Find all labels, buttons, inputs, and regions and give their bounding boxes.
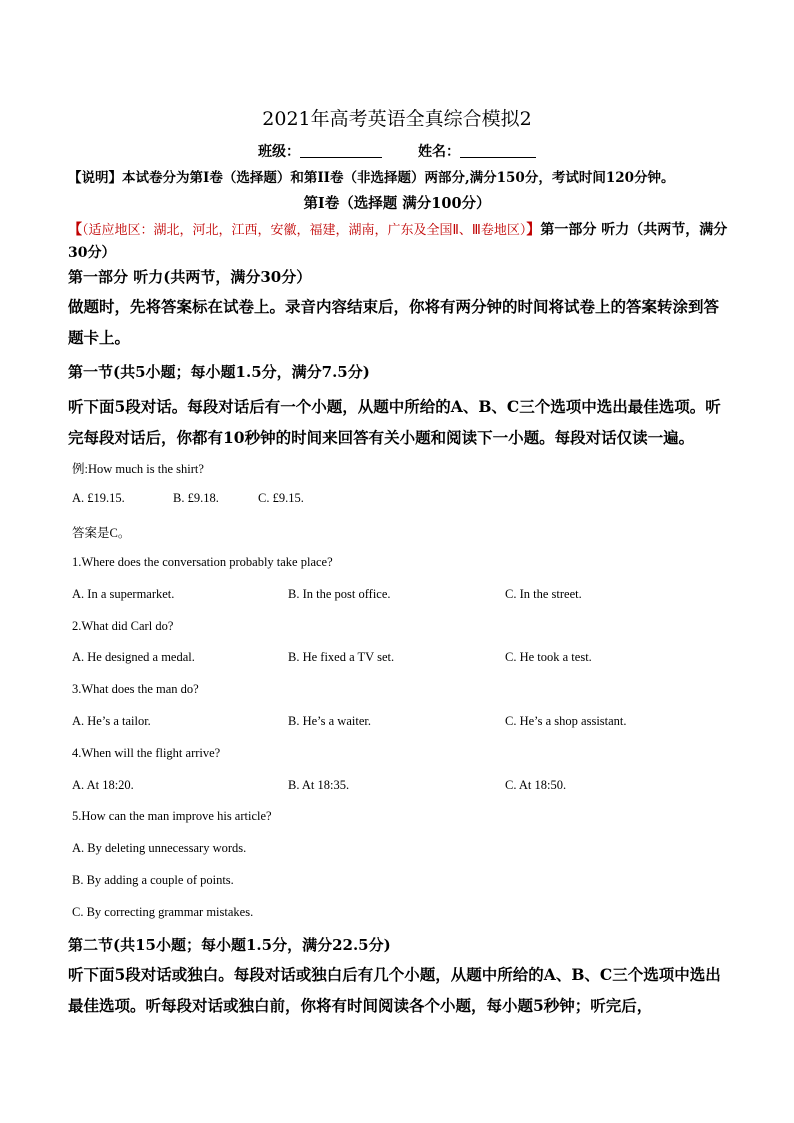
section2-heading: 第二节(共15小题；每小题1.5分，满分22.5分) — [68, 936, 391, 954]
page-title: 2021年高考英语全真综合模拟2 — [262, 108, 532, 130]
question-4: 4.When will the flight arrive? — [72, 746, 221, 760]
question-3-option-a: A. He’s a tailor. — [72, 714, 151, 728]
example-option-c: C. £9.15. — [258, 491, 304, 505]
question-1-option-c: C. In the street. — [505, 587, 582, 601]
question-5-option-b: B. By adding a couple of points. — [72, 873, 234, 887]
part1-instruction: 做题时，先将答案标在试卷上。录音内容结束后，你将有两分钟的时间将试卷上的答案转涂到答题卡上。 — [68, 297, 720, 347]
question-1-option-a: A. In a supermarket. — [72, 587, 175, 601]
name-label: 姓名： — [418, 144, 460, 160]
question-2: 2.What did Carl do? — [72, 619, 174, 633]
question-1: 1.Where does the conversation probably take place? — [72, 555, 333, 569]
question-5: 5.How can the man improve his article? — [72, 809, 272, 823]
example-option-a: A. £19.15. — [72, 491, 125, 505]
section1-instruction: 听下面5段对话。每段对话后有一个小题，从题中所给的A、B、C三个选项中选出最佳选项。听完每段对话后，你都有10秒钟的时间来回答有关小题和阅读下一小题。每段对话仅读一遍。 — [68, 397, 721, 447]
region-tail: 第一部分 听力（共两节，满分30分） — [68, 222, 728, 261]
volume1-heading: 第I卷（选择题 满分100分） — [303, 195, 491, 212]
question-4-option-c: C. At 18:50. — [505, 778, 567, 792]
exam-notice: 【说明】本试卷分为第I卷（选择题）和第II卷（非选择题）两部分,满分150分，考试时间120分钟。 — [68, 170, 675, 186]
class-label: 班级： — [258, 144, 300, 160]
region-note — [68, 219, 728, 264]
question-3-option-b: B. He’s a waiter. — [288, 714, 371, 728]
example-question: 例:How much is the shirt? — [72, 462, 204, 476]
example-answer: 答案是C。 — [72, 526, 131, 540]
question-2-option-c: C. He took a test. — [505, 650, 592, 664]
section1-heading: 第一节(共5小题；每小题1.5分，满分7.5分) — [68, 363, 370, 381]
name-blank[interactable] — [460, 143, 536, 158]
question-4-option-a: A. At 18:20. — [72, 778, 134, 792]
question-2-option-a: A. He designed a medal. — [72, 650, 195, 664]
question-5-option-a: A. By deleting unnecessary words. — [72, 841, 247, 855]
region-text: （适应地区：湖北，河北，江西，安徽，福建，湖南，广东及全国Ⅱ、Ⅲ卷地区） — [82, 223, 527, 238]
student-info-fields — [0, 141, 794, 161]
section2-instruction: 听下面5段对话或独白。每段对话或独白后有几个小题，从题中所给的A、B、C三个选项中选出最佳选项。听每段对话或独白前，你将有时间阅读各个小题，每小题5秒钟；听完后， — [68, 965, 721, 1015]
question-3: 3.What does the man do? — [72, 682, 199, 696]
question-4-option-b: B. At 18:35. — [288, 778, 350, 792]
question-3-option-c: C. He’s a shop assistant. — [505, 714, 627, 728]
example-option-b: B. £9.18. — [173, 491, 219, 505]
question-1-option-b: B. In the post office. — [288, 587, 391, 601]
region-bracket-close: 】 — [526, 222, 541, 238]
part1-heading: 第一部分 听力(共两节，满分30分） — [68, 268, 312, 286]
question-5-option-c: C. By correcting grammar mistakes. — [72, 905, 254, 919]
question-2-option-b: B. He fixed a TV set. — [288, 650, 395, 664]
class-blank[interactable] — [300, 143, 382, 158]
region-bracket-open: 【 — [68, 222, 82, 238]
